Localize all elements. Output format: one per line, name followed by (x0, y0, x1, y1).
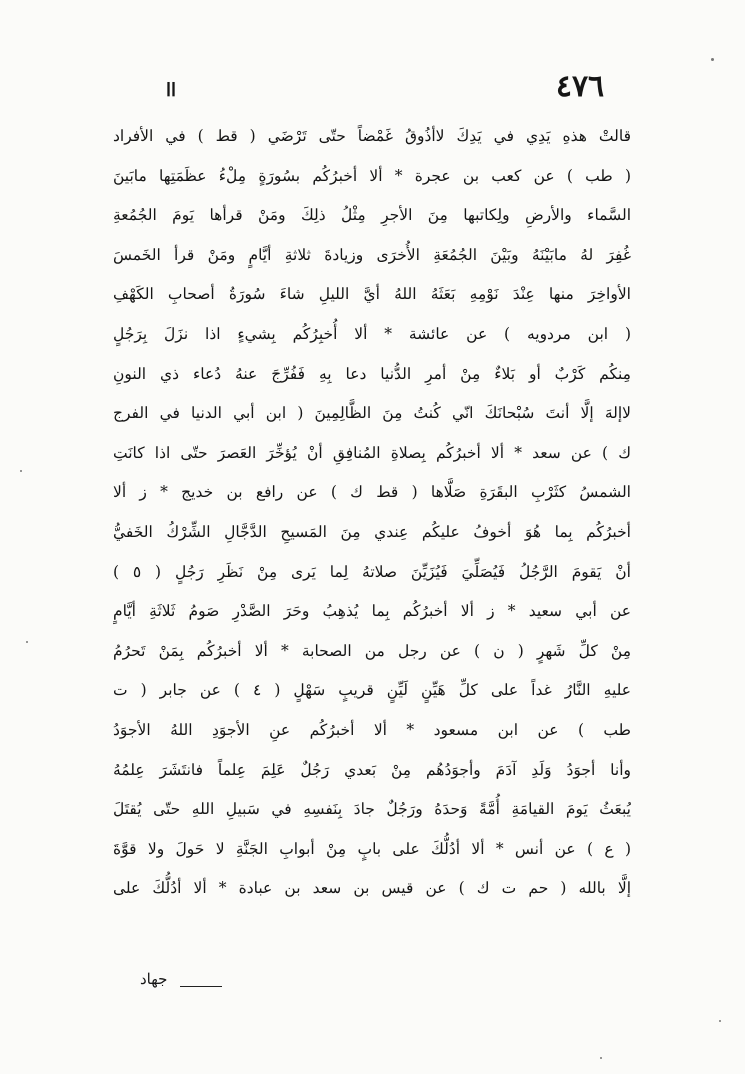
text-line: قالتْ هذهِ يَدِي في يَدِكَ لاأذُوقُ غَمْضاً حتّى تَرْضَي ( قط ) في الأفراد (113, 127, 631, 145)
scan-speck (719, 1020, 721, 1022)
text-line: ( ع ) عن أنس * ألا أدُلُّكَ على بابٍ مِنْ أبوابِ الجَنَّةِ لا حَولَ ولا قوَّةَ (113, 839, 631, 858)
text-line: مِنْ كلِّ شَهرٍ ( ن ) عن رجل من الصحابة * ألا أخبرُكُم بِمَنْ تَحرُمُ (113, 641, 631, 660)
catchword: جهاد (140, 970, 168, 988)
text-line: عليهِ النَّارُ غداً على كلِّ هَيِّنٍ لَيِّنٍ قريبٍ سَهْلٍ ( ٤ ) عن جابر ( ت (113, 681, 631, 700)
text-line: أخبرُكُم بِما هُوَ أخوفُ عليكُم عِندي مِنَ المَسيحِ الدَّجَّالِ الشِّرْكُ الخَفيُّ (113, 522, 631, 541)
scan-speck (711, 58, 714, 61)
text-line: السَّماء والأرضِ ولِكاتبها مِنَ الأجرِ مِثْلُ ذلِكَ ومَنْ قرأها يَومَ الجُمُعةِ (113, 206, 631, 225)
hadith-text-block (113, 117, 631, 909)
page-number: ٤٧٦ (555, 69, 605, 104)
text-line: غُفِرَ لهُ مابَيْنَهُ وبَيْنَ الجُمُعَةِ الأُخرَى وزيادةَ ثلاثةِ أيَّامٍ ومَنْ قرأ الخَمسَ (113, 245, 631, 264)
text-line: طب ) عن ابن مسعود * ألا أخبرُكُم عنِ الأجوَدِ اللهُ الأجوَدُ (113, 720, 631, 739)
margin-mark: اا (166, 80, 177, 101)
text-line: ( طب ) عن كعب بن عجرة * ألا أخبرُكُم بسُورَةٍ مِلْءُ عظَمَتِها مابَينَ (113, 166, 631, 185)
scan-speck (600, 1057, 602, 1059)
text-line: مِنكُم كَرْبٌ أو بَلاءٌ مِنْ أمرِ الدُّنيا دعا بِهِ فَفُرِّجَ عنهُ دُعاء ذي النونِ (113, 364, 631, 383)
text-line: ( ابن مردويه ) عن عائشة * ألا أُخبِرُكُم بِشيءٍ اذا نزَلَ بِرَجُلٍ (113, 324, 631, 343)
text-line: لاإلهَ إلَّا أنتَ سُبْحانَكَ انّي كُنتُ مِنَ الظَّالِمِينَ ( ابن أبي الدنيا في الفرج (113, 404, 631, 423)
scan-speck (20, 470, 22, 472)
text-line: عن أبي سعيد * ز ألا أخبرُكُم بِما يُذهِبُ وحَرَ الصَّدْرِ صَومُ ثَلاثَةِ أيَّامٍ (113, 602, 631, 621)
text-line: أنْ يَقومَ الرَّجُلُ فَيُصَلِّيَ فَيُزَيِّنَ صلاتهُ لِما يَرى مِنْ نَظَرِ رَجُلٍ ( ٥ ) (113, 562, 631, 581)
text-line: وأنا أجوَدُ وَلَدِ آدَمَ وأجوَدُهُم مِنْ بَعدي رَجُلٌ عَلِمَ عِلماً فانتَشَرَ عِلمُهُ (113, 760, 631, 779)
text-line: الأواخِرَ منها عِنْدَ نَوْمِهِ بَعَثَهُ اللهُ أيَّ الليلِ شاءَ سُورَةُ أصحابِ الكَهْفِ (113, 285, 631, 304)
text-line: يُبعَثُ يَومَ القيامَةِ أُمَّةً وَحدَهُ ورَجُلٌ جادَ بِنَفسِهِ في سَبيلِ اللهِ حتّى يُقتَلَ (113, 800, 631, 819)
text-line: الشمسُ كثَرْبِ البقَرَةِ صَلَّاها ( قط ك ) عن رافع بن خديج * ز ألا (113, 483, 631, 502)
scan-speck (26, 641, 28, 643)
text-line: ك ) عن سعد * ألا أخبرُكُم بِصلاةِ المُنافِقِ أنْ يُؤخِّرَ العَصرَ حتّى اذا كانَتِ (113, 443, 631, 462)
catchword-rule (180, 986, 222, 987)
text-line: إلَّا بالله ( حم ت ك ) عن قيس بن سعد بن عبادة * ألا أدُلُّكَ على (113, 879, 631, 898)
